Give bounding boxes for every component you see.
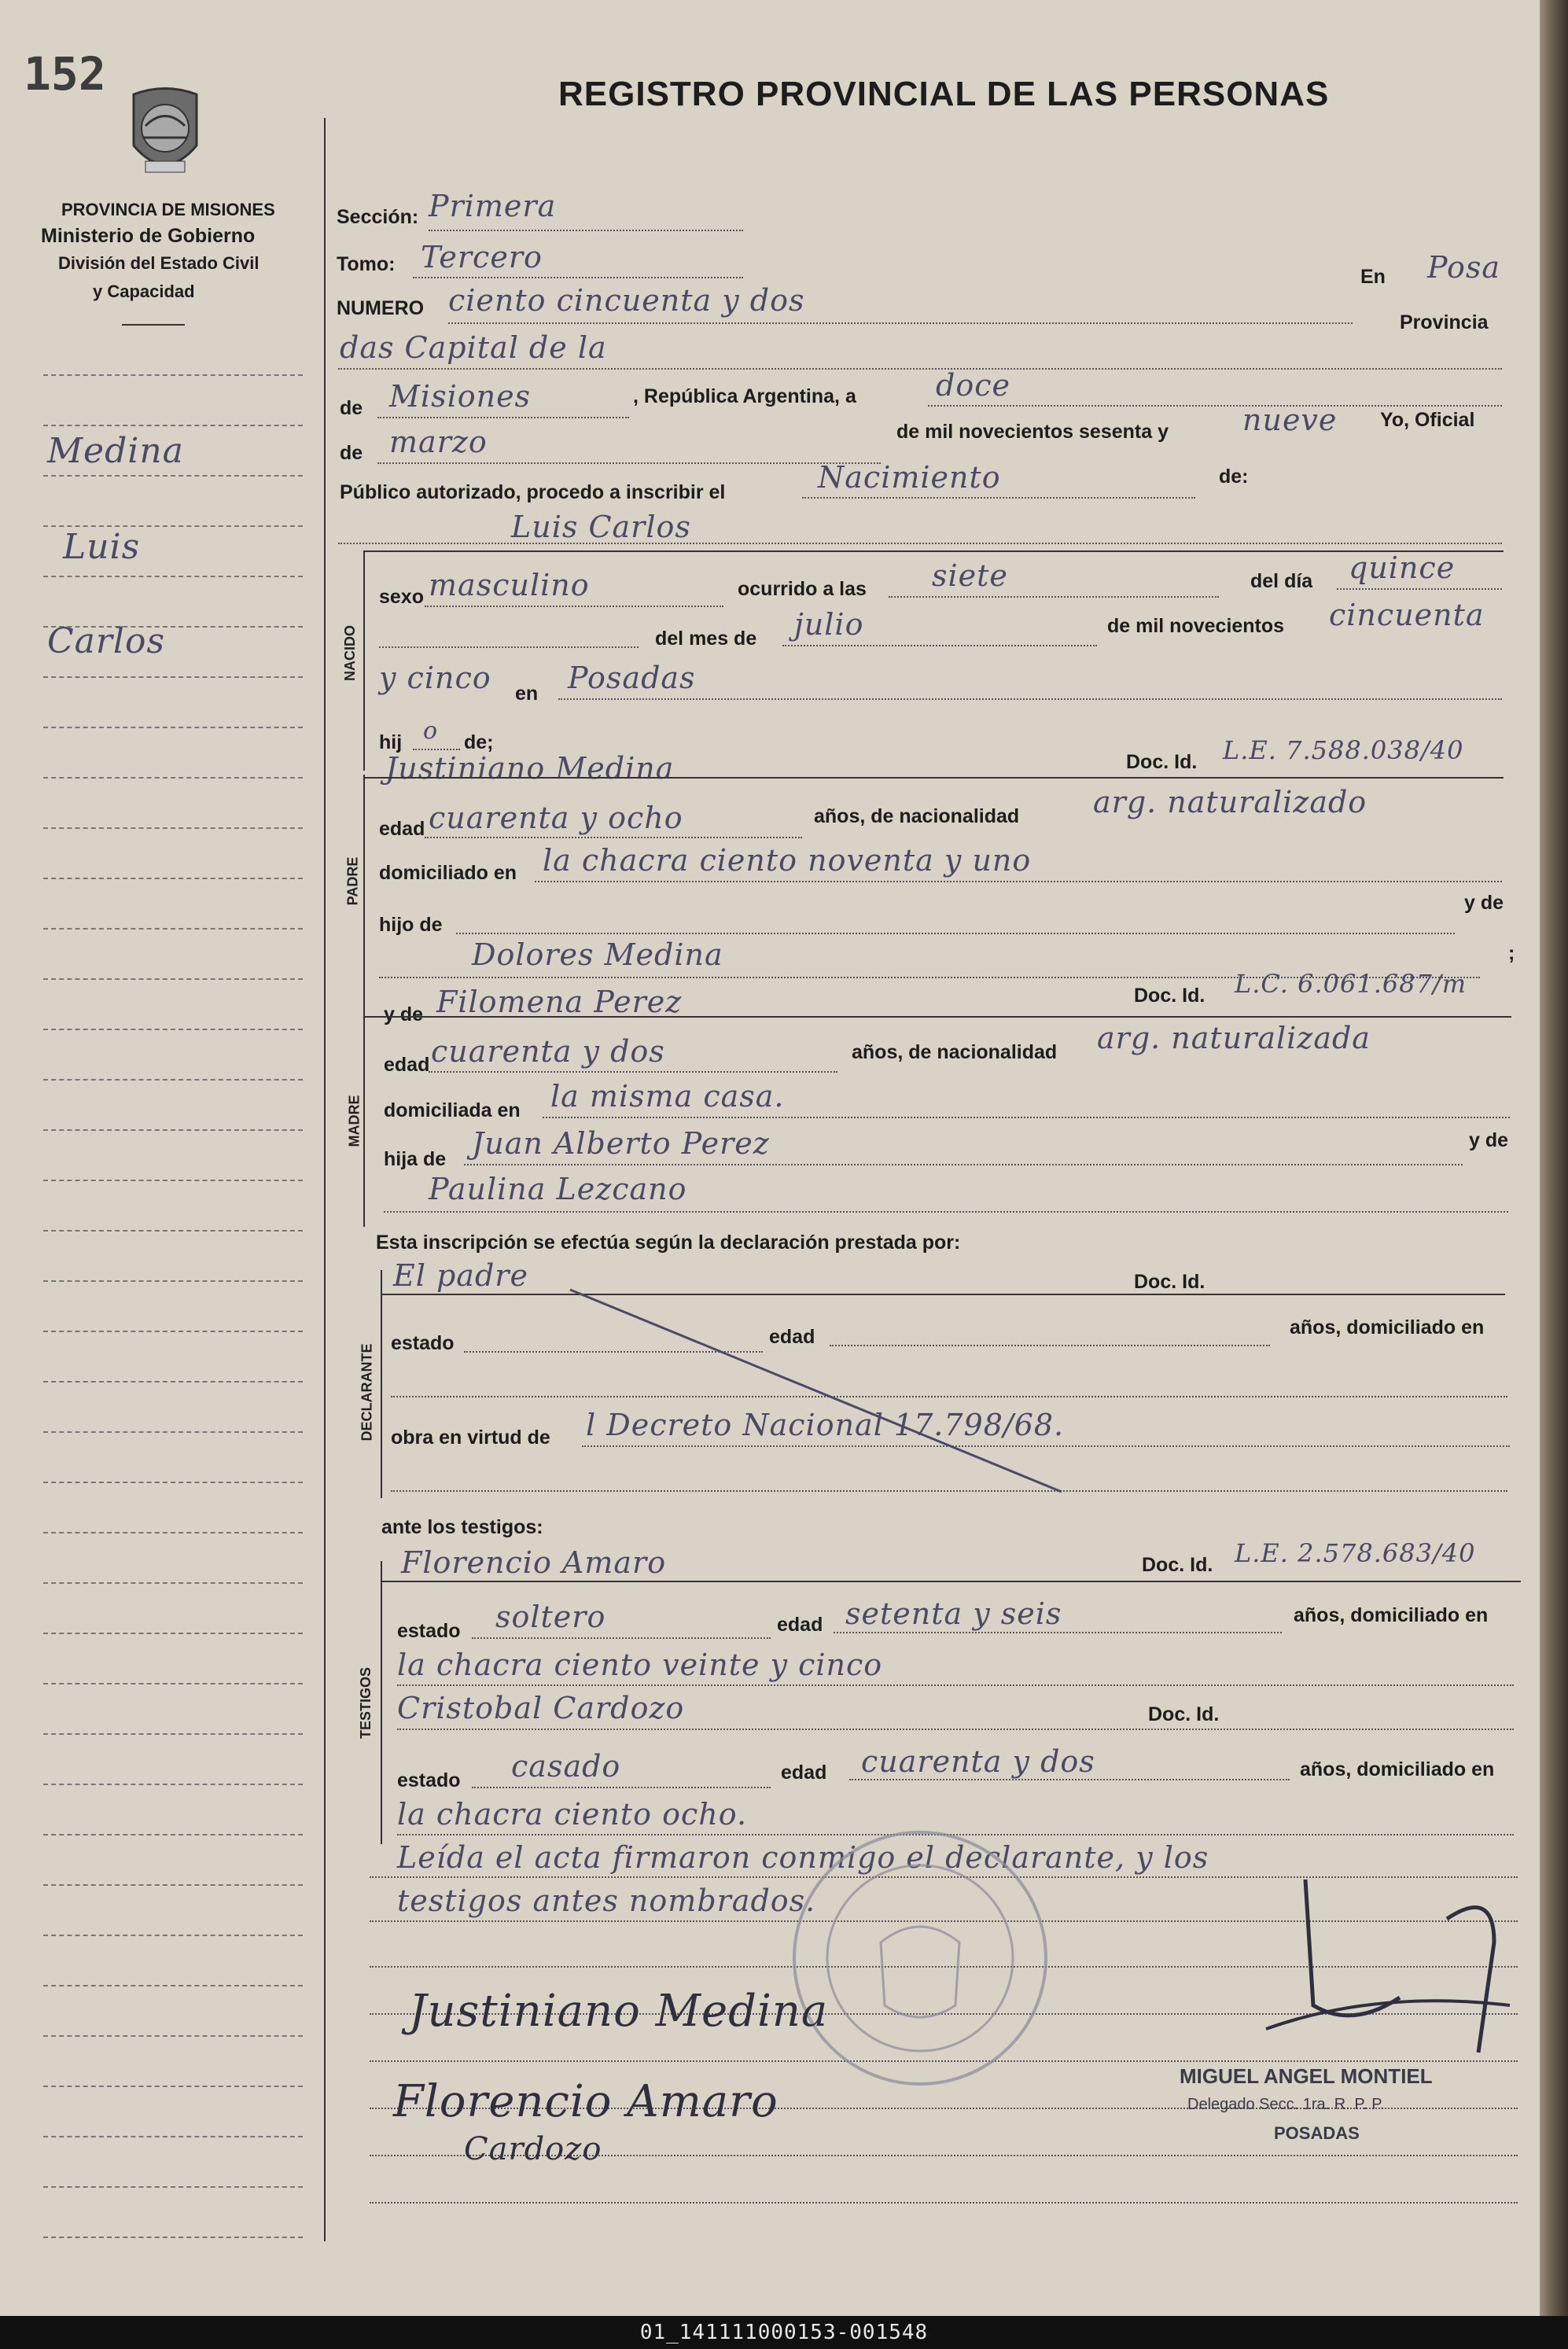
witness2-edad-rule [849,1779,1290,1780]
mother-name-value: Filomena Perez [436,985,683,1019]
official-name: MIGUEL ANGEL MONTIEL [1180,2064,1433,2088]
official-role: Delegado Secc. 1ra. R. P. P. [1187,2096,1385,2113]
mother-parent2-value: Paulina Lezcano [429,1172,687,1206]
witness1-anos-label: años, domiciliado en [1294,1604,1489,1626]
madre-section-label: MADRE [346,1095,363,1147]
father-hijo-rule [456,933,1455,934]
mother-hija-label: hija de [384,1148,447,1170]
hij-value: o [423,717,439,745]
city-value: das Capital de la [340,330,607,365]
page-number: 152 [24,47,106,101]
margin-firstname: Luis [63,527,141,567]
witness1-edad-label: edad [777,1614,823,1636]
en-value: Posa [1427,250,1501,285]
document-title: REGISTRO PROVINCIAL DE LAS PERSONAS [558,75,1330,113]
father-yde-label: y de [1464,892,1504,914]
month-value: marzo [389,425,488,459]
hij-label: hij [379,731,403,753]
mother-yde2-label: y de [1469,1129,1509,1151]
child-name-rule [338,543,1502,544]
witness2-name-rule [397,1729,1514,1730]
act-rule [802,497,1195,499]
witness2-anos-label: años, domiciliado en [1300,1758,1495,1780]
year-label: de mil novecientos sesenta y [896,421,1169,443]
nacido-top-rule [363,550,1504,552]
witness2-doc-label: Doc. Id. [1148,1703,1220,1725]
father-hijo-label: hijo de [379,914,443,936]
seccion-label: Sección: [337,206,419,228]
hour-rule [889,596,1219,598]
tomo-rule [413,277,743,278]
padre-bracket [363,775,365,1011]
place-of-birth-value: Posadas [568,661,696,695]
witness2-estado-label: estado [397,1769,461,1791]
declarant-obra-value: l Decreto Nacional 17.798/68. [586,1408,1065,1442]
father-edad-rule [425,837,802,838]
witness1-estado-value: soltero [495,1600,606,1634]
de2-label: de [340,442,363,464]
father-doc-value: L.E. 7.588.038/40 [1223,735,1464,765]
coat-of-arms-icon [122,83,208,185]
city-rule [338,368,1502,370]
father-nac-label: años, de nacionalidad [814,805,1020,827]
month-of-birth-rule [782,645,1097,646]
mother-dom-label: domiciliada en [384,1099,521,1121]
declarante-section-label: DECLARANTE [359,1343,375,1441]
seccion-rule [429,230,743,231]
month-of-birth-value: julio [794,607,864,642]
testigos-top-rule [381,1581,1521,1582]
witness1-doc-label: Doc. Id. [1142,1554,1213,1576]
ocurrido-label: ocurrido a las [738,578,867,600]
book-binding [1540,0,1568,2316]
numero-rule [448,322,1353,324]
republica-label: , República Argentina, a [633,385,856,407]
closing-line2: testigos antes nombrados. [397,1883,816,1918]
month-rule [377,462,881,464]
father-nac-value: arg. naturalizado [1093,785,1367,819]
father-edad-label: edad [379,818,425,840]
sexo-value: masculino [429,568,590,602]
mother-nac-value: arg. naturalizada [1097,1021,1371,1055]
mother-doc-label: Doc. Id. [1134,985,1205,1007]
nacido-bracket [363,550,365,771]
declarant-estado-label: estado [391,1332,455,1354]
witness2-name-value: Cristobal Cardozo [397,1691,685,1725]
father-dom-label: domiciliado en [379,862,517,884]
year-value: nueve [1242,403,1338,437]
declarant-doc-label: Doc. Id. [1134,1271,1205,1293]
father-dom-rule [535,881,1502,882]
publico-label: Público autorizado, procedo a inscribir el [340,481,726,503]
de-label: de [340,397,363,419]
year-of-birth-value: cincuenta [1329,598,1485,632]
closing-line1: Leída el acta firmaron conmigo el declarante, y los [397,1840,1209,1875]
padre-section-label: PADRE [344,856,361,906]
day-rule [928,405,1502,407]
father-parent-value: Dolores Medina [472,937,723,972]
witness1-doc-value: L.E. 2.578.683/40 [1235,1538,1476,1568]
en-place-label: en [515,683,539,705]
mother-edad-rule [429,1071,837,1073]
declarante-intro-label: Esta inscripción se efectúa según la declaración prestada por: [376,1232,961,1254]
official-city: POSADAS [1274,2123,1360,2143]
yo-label: Yo, Oficial [1380,409,1475,431]
hij-rule [413,749,460,750]
tomo-value: Tercero [421,240,543,274]
closing-rule8 [370,2202,1518,2204]
office-divider [122,324,185,326]
hour-value: siete [932,558,1008,593]
margin-rule [324,118,326,2241]
mother-dom-rule [543,1117,1510,1118]
declarant-obra-label: obra en virtud de [391,1427,550,1449]
witness2-edad-label: edad [781,1762,827,1784]
day-of-birth-rule [1337,588,1502,590]
signature-official-mark [1258,1872,1526,2076]
semicolon: ; [1508,942,1515,964]
footer-caption: 01_141111000153-001548 [0,2316,1568,2349]
act-value: Nacimiento [818,460,1001,495]
hij-de-label: de; [464,731,494,753]
province-rule [377,417,629,418]
witness1-name-value: Florencio Amaro [401,1545,667,1580]
witness1-estado-rule [472,1637,771,1639]
witness2-dom-value: la chacra ciento ocho. [397,1797,748,1832]
mother-yde-label: y de [384,1003,424,1025]
numero-value: ciento cincuenta y dos [448,283,805,318]
office-province: PROVINCIA DE MISIONES [61,200,275,219]
place-rule [558,698,1502,700]
witness2-edad-value: cuarenta y dos [861,1744,1095,1779]
declarant-name-value: El padre [393,1258,528,1293]
mes-lead-rule [379,646,639,648]
madre-bracket [363,1011,365,1227]
tomo-label: Tomo: [337,253,396,275]
witness1-dom-value: la chacra ciento veinte y cinco [397,1648,883,1682]
witness2-estado-value: casado [511,1749,621,1784]
testigos-intro-label: ante los testigos: [381,1516,543,1538]
witness2-estado-rule [472,1787,771,1788]
signature-father: Justiniano Medina [409,1986,829,2037]
declarant-edad-label: edad [769,1326,815,1348]
office-ministry: Ministerio de Gobierno [41,225,256,247]
de3-label: de: [1219,466,1249,488]
cancel-stroke [566,1286,1069,1498]
mes-label: del mes de [655,628,757,650]
mother-nac-label: años, de nacionalidad [852,1041,1058,1063]
testigos-bracket [381,1561,382,1844]
mother-edad-label: edad [384,1054,430,1076]
witness1-edad-rule [834,1632,1282,1633]
official-stamp-icon [786,1824,1054,2092]
testigos-section-label: TESTIGOS [358,1666,374,1740]
sexo-label: sexo [379,586,424,608]
padre-top-rule [363,777,1504,779]
nacido-section-label: NACIDO [342,625,358,681]
declarante-bracket [381,1270,382,1498]
office-division: División del Estado Civil [58,253,259,273]
father-edad-value: cuarenta y ocho [429,801,683,835]
mil-label: de mil novecientos [1107,615,1285,637]
witness1-edad-value: setenta y seis [845,1596,1062,1631]
mother-doc-value: L.C. 6.061.687/m [1235,969,1467,999]
dia-label: del día [1250,570,1313,592]
signature-witness2: Cardozo [464,2131,602,2167]
witness1-dom-rule [397,1684,1514,1686]
declarant-anos-label: años, domiciliado en [1290,1316,1485,1338]
madre-top-rule [363,1016,1511,1018]
mother-edad-value: cuarenta y dos [431,1034,665,1069]
numero-label: NUMERO [337,297,425,319]
day-of-birth-value: quince [1349,550,1456,585]
signature-witness1: Florencio Amaro [393,2076,778,2127]
child-name-value: Luis Carlos [511,510,691,544]
witness1-estado-label: estado [397,1620,461,1642]
mother-parent1-rule [464,1164,1463,1165]
mother-dom-value: la misma casa. [550,1079,785,1114]
seccion-value: Primera [429,189,557,223]
mother-parent2-rule [384,1211,1508,1213]
sexo-rule [425,606,723,607]
provincia-label: Provincia [1400,311,1489,333]
year-of-birth-value-cont: y cinco [379,661,491,695]
office-capacity: y Capacidad [93,282,195,301]
en-label: En [1360,266,1386,288]
father-dom-value: la chacra ciento noventa y uno [543,843,1032,878]
margin-surname: Medina [47,431,184,471]
father-name-value: Justiniano Medina [385,751,675,786]
margin-middlename: Carlos [47,621,166,661]
father-doc-label: Doc. Id. [1126,751,1198,773]
province-value: Misiones [389,379,532,414]
day-value: doce [936,368,1010,403]
mother-parent1-value: Juan Alberto Perez [472,1126,770,1161]
